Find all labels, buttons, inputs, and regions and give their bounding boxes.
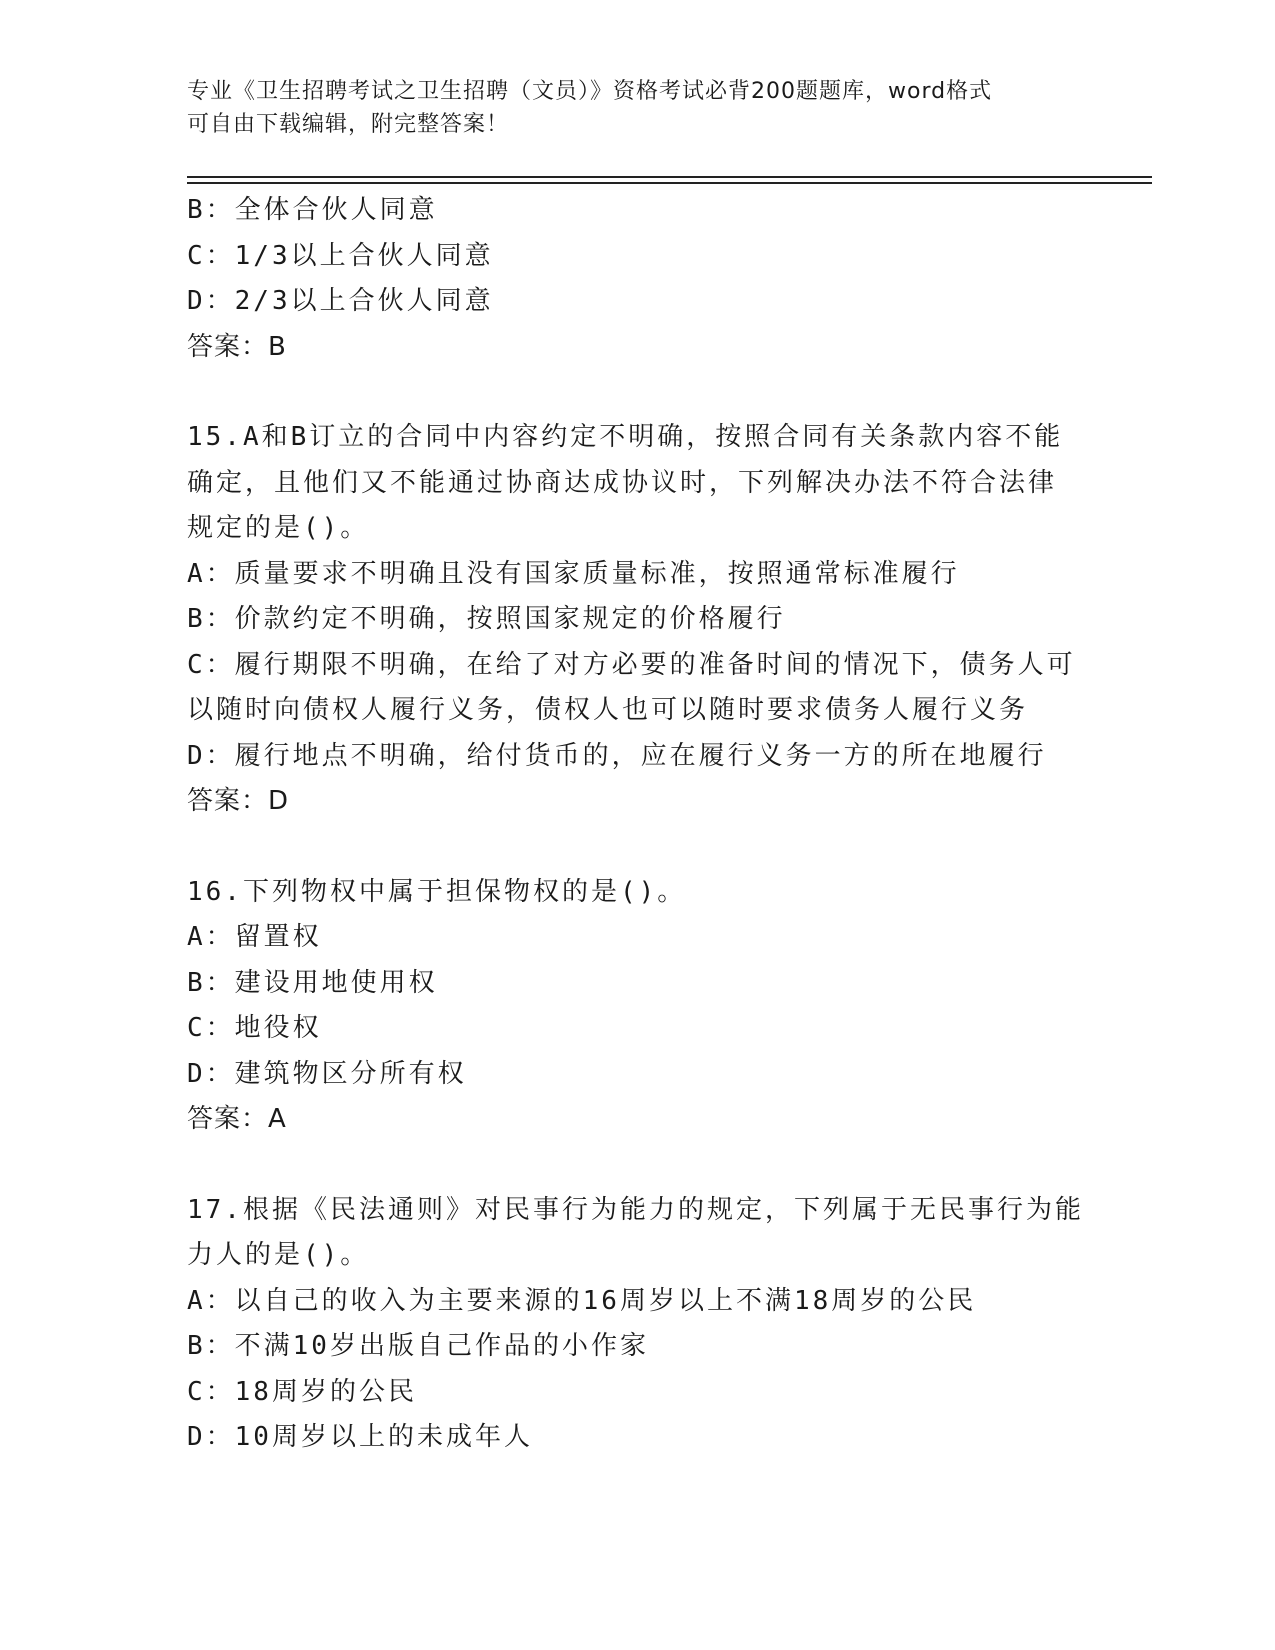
- option-a: A：留置权: [187, 922, 322, 952]
- question-stem: 规定的是()。: [187, 513, 370, 543]
- option-d: D：2/3以上合伙人同意: [187, 286, 494, 316]
- header-title-line-1: 专业《卫生招聘考试之卫生招聘（文员）》资格考试必背200题题库，word格式: [187, 79, 993, 104]
- option-c-continued: 以随时向债权人履行义务，债权人也可以随时要求债务人履行义务: [187, 695, 1029, 725]
- question-15: [187, 415, 1087, 825]
- answer-label: 答案：B: [187, 331, 287, 362]
- question-14: [187, 188, 1087, 370]
- answer-label: 答案：D: [187, 786, 290, 816]
- option-a: A：质量要求不明确且没有国家质量标准，按照通常标准履行: [187, 558, 960, 589]
- question-stem: 17.根据《民法通则》对民事行为能力的规定，下列属于无民事行为能: [187, 1194, 1084, 1225]
- spacer: [187, 1143, 1087, 1188]
- question-16: [187, 870, 1087, 1143]
- question-list: [187, 188, 1087, 1461]
- header-rule-bottom: [187, 182, 1152, 184]
- option-a: A：以自己的收入为主要来源的16周岁以上不满18周岁的公民: [187, 1285, 977, 1316]
- option-c: C：地役权: [187, 1013, 322, 1043]
- header-title-line-2: 可自由下载编辑，附完整答案！: [187, 112, 510, 137]
- spacer: [187, 370, 1087, 415]
- question-17: [187, 1188, 1087, 1461]
- question-stem: 16.下列物权中属于担保物权的是()。: [187, 876, 687, 907]
- option-d: D：履行地点不明确，给付货币的，应在履行义务一方的所在地履行: [187, 740, 1047, 771]
- option-d: D：10周岁以上的未成年人: [187, 1422, 533, 1452]
- page-header: [187, 75, 1067, 141]
- option-b: B：价款约定不明确，按照国家规定的价格履行: [187, 604, 786, 634]
- question-stem: 15.A和B订立的合同中内容约定不明确，按照合同有关条款内容不能: [187, 422, 1064, 452]
- spacer: [187, 825, 1087, 870]
- option-c: C：1/3以上合伙人同意: [187, 240, 494, 271]
- question-stem: 力人的是()。: [187, 1240, 370, 1270]
- answer-label: 答案：A: [187, 1104, 287, 1134]
- option-b: B：建设用地使用权: [187, 967, 438, 998]
- option-b: B：全体合伙人同意: [187, 195, 438, 225]
- option-b: B：不满10岁出版自己作品的小作家: [187, 1331, 649, 1361]
- option-c: C：履行期限不明确，在给了对方必要的准备时间的情况下，债务人可: [187, 649, 1076, 680]
- header-rule-top: [187, 176, 1152, 178]
- option-d: D：建筑物区分所有权: [187, 1058, 467, 1089]
- question-stem: 确定，且他们又不能通过协商达成协议时，下列解决办法不符合法律: [187, 467, 1058, 498]
- option-c: C：18周岁的公民: [187, 1376, 417, 1407]
